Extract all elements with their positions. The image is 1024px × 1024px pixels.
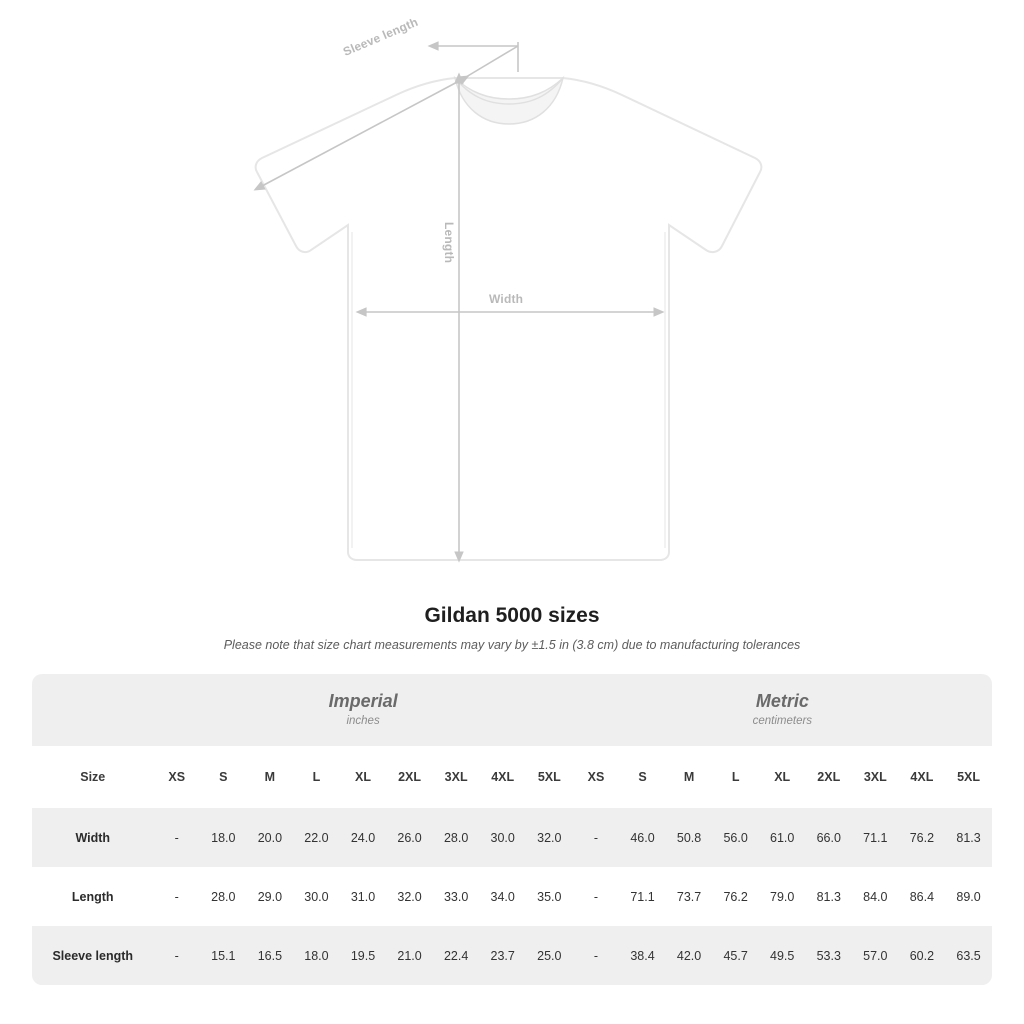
cell: 24.0 xyxy=(340,808,387,867)
unit-metric-title: Metric xyxy=(755,690,809,711)
cell: 15.1 xyxy=(200,926,247,985)
cell: 49.5 xyxy=(759,926,806,985)
header-imperial-m: M xyxy=(247,746,294,808)
cell: 38.4 xyxy=(619,926,666,985)
page-title: Gildan 5000 sizes xyxy=(424,604,600,627)
cell: 21.0 xyxy=(386,926,433,985)
header-imperial-l: L xyxy=(293,746,340,808)
cell: 66.0 xyxy=(805,808,852,867)
cell: 22.0 xyxy=(293,808,340,867)
cell: 22.4 xyxy=(433,926,480,985)
cell: 61.0 xyxy=(759,808,806,867)
cell: 33.0 xyxy=(433,867,480,926)
cell: 35.0 xyxy=(526,867,573,926)
table-row xyxy=(32,926,992,985)
cell: 81.3 xyxy=(945,808,992,867)
cell: 18.0 xyxy=(200,808,247,867)
header-imperial-2xl: 2XL xyxy=(386,746,433,808)
header-metric-xs: XS xyxy=(573,746,620,808)
length-label: Length xyxy=(442,216,456,269)
cell: 34.0 xyxy=(479,867,526,926)
row-label-width: Width xyxy=(32,808,153,867)
cell: 28.0 xyxy=(433,808,480,867)
header-metric-m: M xyxy=(666,746,713,808)
cell: 26.0 xyxy=(386,808,433,867)
sleeve-length-label: Sleeve length xyxy=(341,14,421,59)
cell: 30.0 xyxy=(293,867,340,926)
cell: 46.0 xyxy=(619,808,666,867)
cell: 79.0 xyxy=(759,867,806,926)
cell: 89.0 xyxy=(945,867,992,926)
cell: 84.0 xyxy=(852,867,899,926)
cell: 86.4 xyxy=(899,867,946,926)
title-block xyxy=(0,604,1024,652)
header-imperial-5xl: 5XL xyxy=(526,746,573,808)
cell: 56.0 xyxy=(712,808,759,867)
size-table xyxy=(32,674,992,985)
width-label: Width xyxy=(483,292,529,306)
cell: 63.5 xyxy=(945,926,992,985)
header-metric-2xl: 2XL xyxy=(805,746,852,808)
cell: 57.0 xyxy=(852,926,899,985)
cell: - xyxy=(153,926,200,985)
unit-metric-sub: centimeters xyxy=(752,715,813,728)
header-imperial-4xl: 4XL xyxy=(479,746,526,808)
header-size: Size xyxy=(32,746,153,808)
header-metric-l: L xyxy=(712,746,759,808)
cell: 23.7 xyxy=(479,926,526,985)
unit-header-row xyxy=(32,674,992,746)
cell: 30.0 xyxy=(479,808,526,867)
sleeve-guide-diagonal xyxy=(461,46,518,80)
header-imperial-s: S xyxy=(200,746,247,808)
cell: - xyxy=(153,867,200,926)
unit-row-spacer xyxy=(32,674,153,746)
cell: 53.3 xyxy=(805,926,852,985)
unit-imperial xyxy=(153,674,572,746)
cell: 28.0 xyxy=(200,867,247,926)
header-imperial-xs: XS xyxy=(153,746,200,808)
cell: 71.1 xyxy=(852,808,899,867)
header-metric-s: S xyxy=(619,746,666,808)
cell: 18.0 xyxy=(293,926,340,985)
header-metric-3xl: 3XL xyxy=(852,746,899,808)
cell: - xyxy=(573,808,620,867)
cell: 19.5 xyxy=(340,926,387,985)
cell: 50.8 xyxy=(666,808,713,867)
cell: 16.5 xyxy=(247,926,294,985)
cell: 76.2 xyxy=(712,867,759,926)
size-header-row xyxy=(32,746,992,808)
tolerance-note: Please note that size chart measurements may vary by ±1.5 in (3.8 cm) due to manufacturing tolerances xyxy=(223,638,801,652)
cell: 42.0 xyxy=(666,926,713,985)
unit-imperial-sub: inches xyxy=(346,715,380,728)
cell: - xyxy=(573,867,620,926)
cell: 73.7 xyxy=(666,867,713,926)
cell: - xyxy=(153,808,200,867)
cell: 25.0 xyxy=(526,926,573,985)
unit-imperial-title: Imperial xyxy=(328,690,398,711)
cell: 32.0 xyxy=(386,867,433,926)
header-metric-xl: XL xyxy=(759,746,806,808)
table-row xyxy=(32,867,992,926)
cell: 31.0 xyxy=(340,867,387,926)
header-metric-4xl: 4XL xyxy=(899,746,946,808)
cell: 60.2 xyxy=(899,926,946,985)
unit-metric xyxy=(573,674,992,746)
size-table-wrapper xyxy=(32,674,992,985)
cell: 20.0 xyxy=(247,808,294,867)
cell: 81.3 xyxy=(805,867,852,926)
cell: 45.7 xyxy=(712,926,759,985)
row-label-sleeve-length: Sleeve length xyxy=(32,926,153,985)
row-label-length: Length xyxy=(32,867,153,926)
cell: - xyxy=(573,926,620,985)
cell: 71.1 xyxy=(619,867,666,926)
cell: 76.2 xyxy=(899,808,946,867)
header-metric-5xl: 5XL xyxy=(945,746,992,808)
table-row xyxy=(32,808,992,867)
header-imperial-xl: XL xyxy=(340,746,387,808)
cell: 32.0 xyxy=(526,808,573,867)
cell: 29.0 xyxy=(247,867,294,926)
header-imperial-3xl: 3XL xyxy=(433,746,480,808)
shirt-body xyxy=(256,78,762,560)
